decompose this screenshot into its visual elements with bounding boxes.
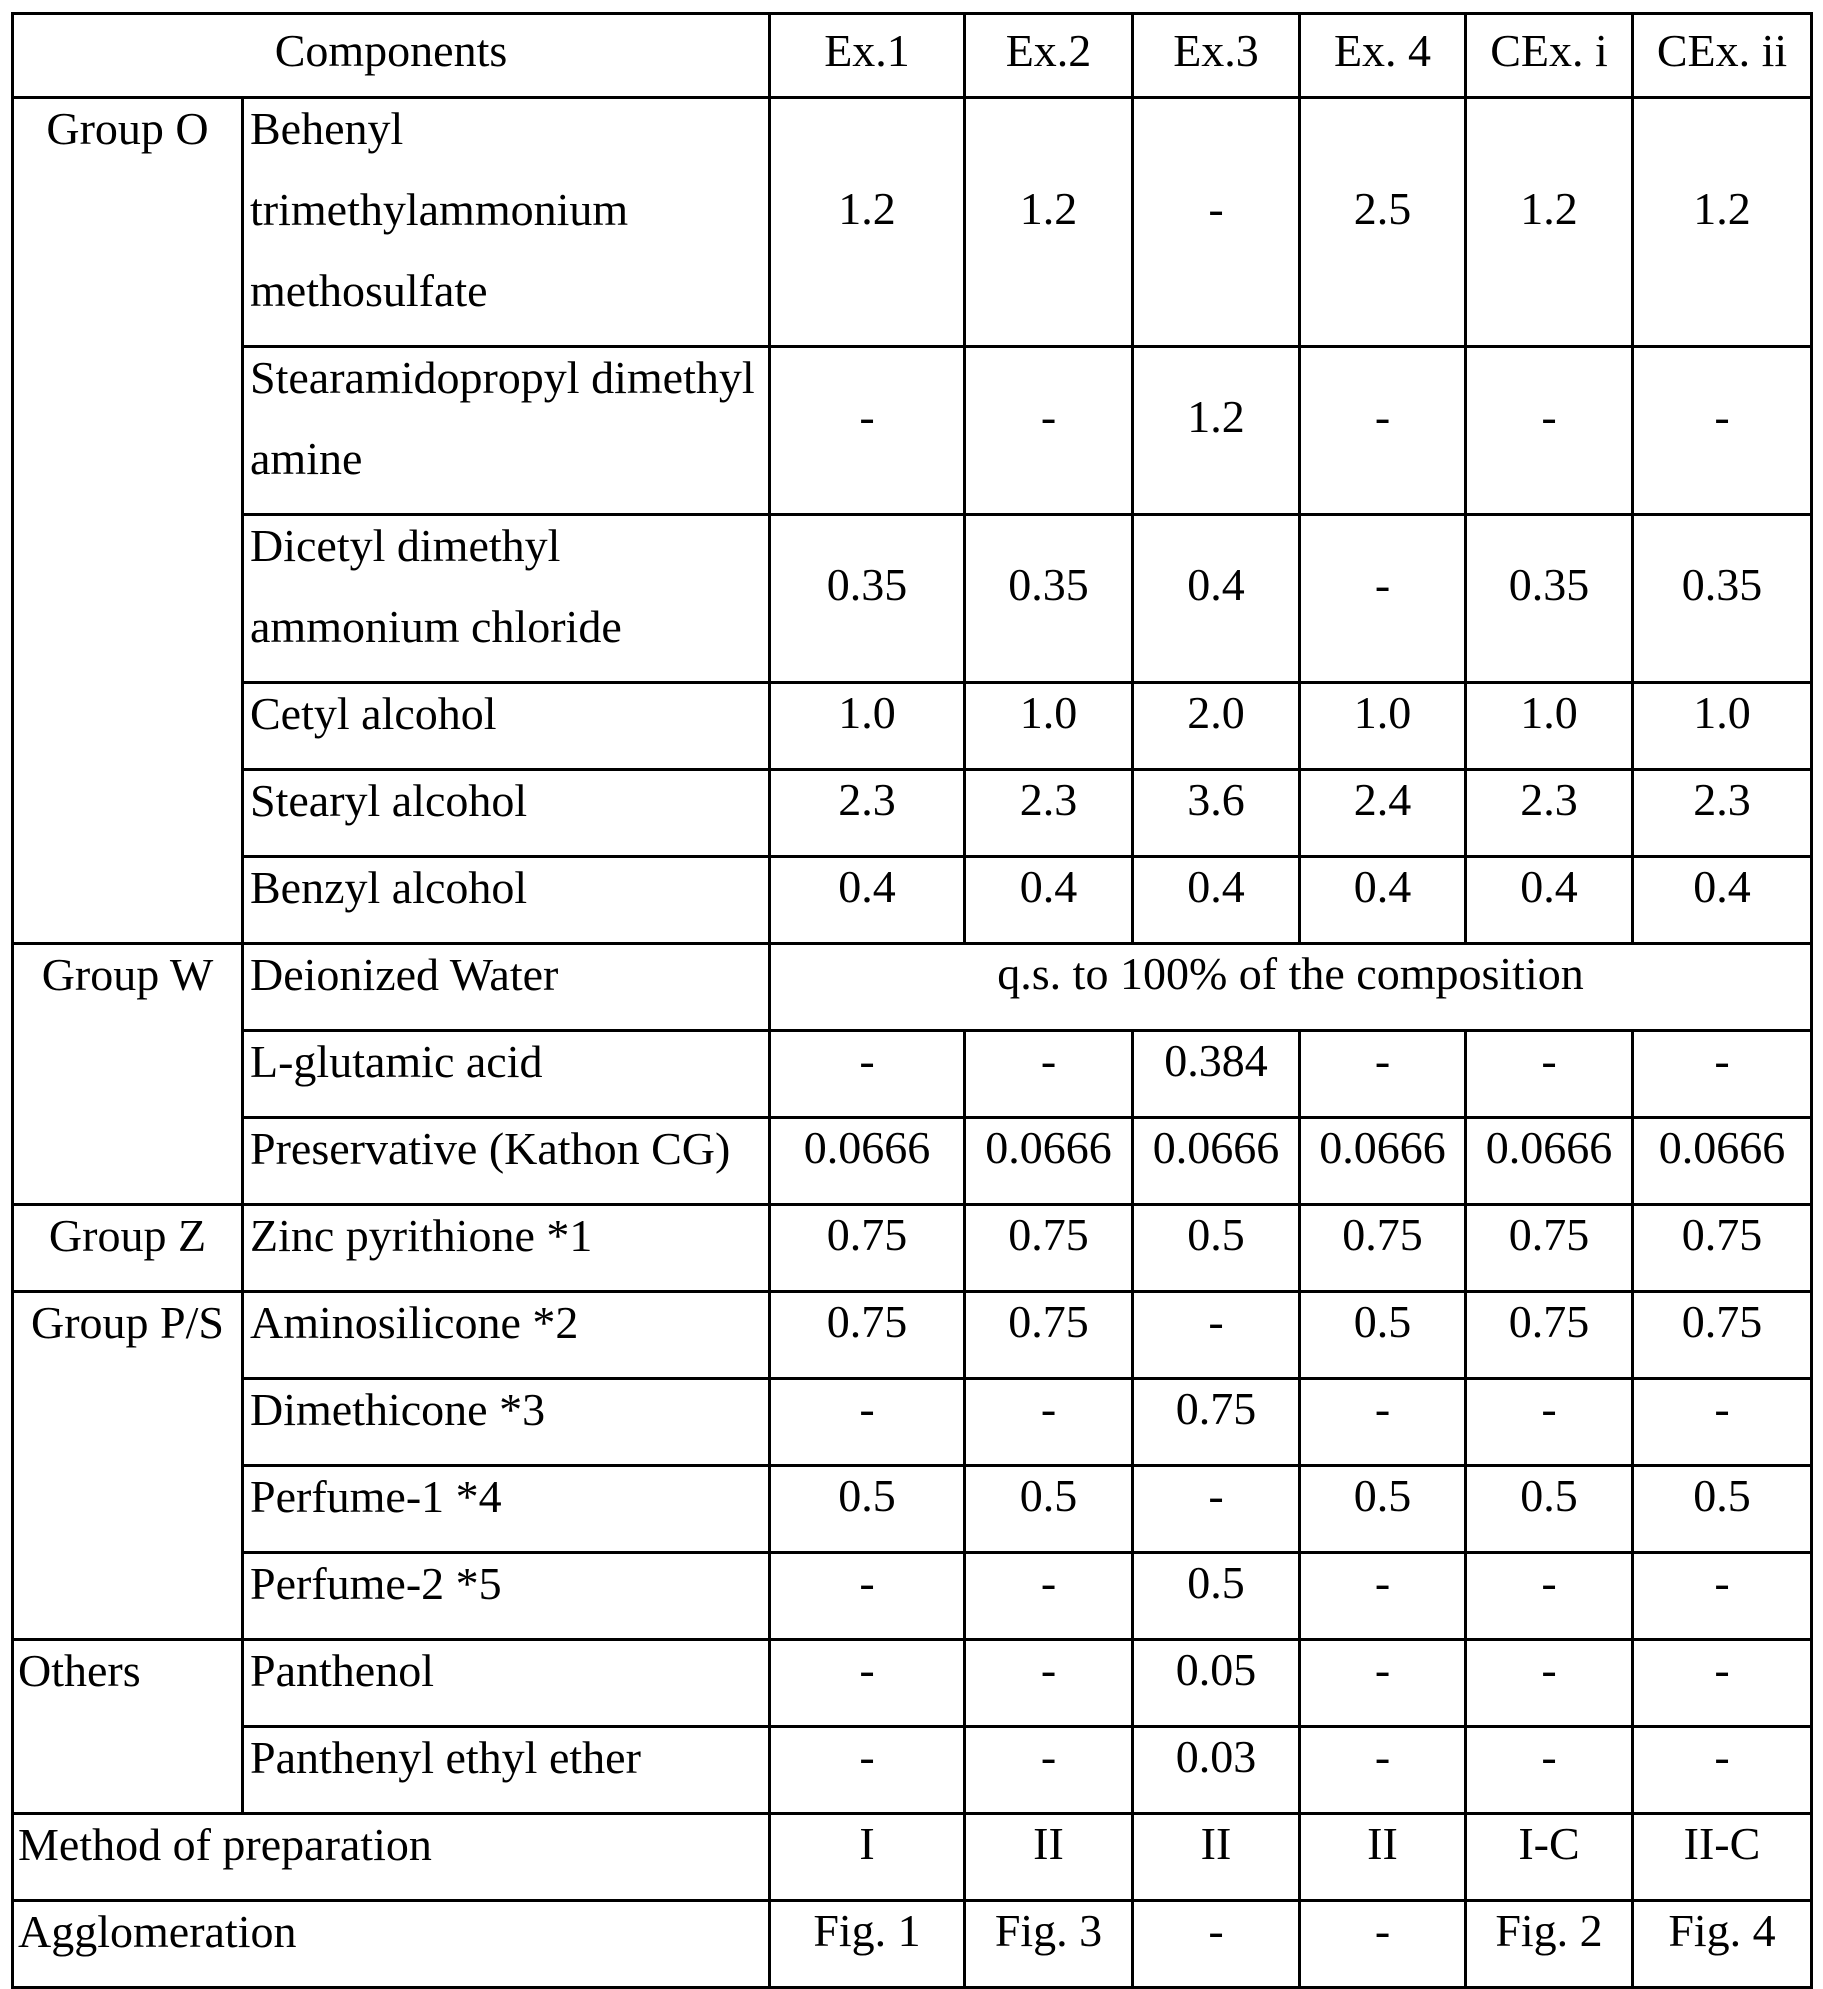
value-cell: 0.35 [1633, 515, 1812, 683]
value-cell: - [1300, 1640, 1466, 1727]
component-label: Stearyl alcohol [243, 770, 770, 857]
table-row [13, 1205, 1812, 1292]
value-cell: - [965, 1379, 1133, 1466]
group-others-label: Others [13, 1640, 243, 1814]
value-cell: - [1300, 1031, 1466, 1118]
value-cell: - [770, 347, 965, 515]
value-cell: - [1633, 347, 1812, 515]
component-label: Zinc pyrithione *1 [243, 1205, 770, 1292]
table-row [13, 515, 1812, 683]
component-label: Panthenyl ethyl ether [243, 1727, 770, 1814]
value-cell: 1.2 [770, 98, 965, 347]
value-cell: - [770, 1379, 965, 1466]
method-row [13, 1814, 1812, 1901]
value-cell: 0.75 [1466, 1292, 1633, 1379]
value-cell: Fig. 4 [1633, 1901, 1812, 1988]
value-cell: - [1300, 1727, 1466, 1814]
table-row [13, 98, 1812, 347]
table-row [13, 770, 1812, 857]
value-cell: 0.03 [1133, 1727, 1300, 1814]
table-row [13, 1640, 1812, 1727]
value-cell: - [965, 347, 1133, 515]
table-row [13, 347, 1812, 515]
value-cell: 0.35 [1466, 515, 1633, 683]
value-cell: 0.75 [1633, 1292, 1812, 1379]
value-cell: 0.5 [1466, 1466, 1633, 1553]
component-label: Deionized Water [243, 944, 770, 1031]
merged-value-cell: q.s. to 100% of the composition [770, 944, 1812, 1031]
value-cell: 0.4 [1466, 857, 1633, 944]
value-cell: 0.75 [965, 1292, 1133, 1379]
value-cell: 2.3 [1633, 770, 1812, 857]
value-cell: 0.5 [1133, 1205, 1300, 1292]
value-cell: 0.4 [965, 857, 1133, 944]
header-ex2: Ex.2 [965, 14, 1133, 98]
value-cell: 0.35 [965, 515, 1133, 683]
table-row [13, 1379, 1812, 1466]
value-cell: 2.3 [965, 770, 1133, 857]
component-label: Behenyl trimethylammonium methosulfate [243, 98, 770, 347]
value-cell: 1.0 [1466, 683, 1633, 770]
header-cex-i: CEx. i [1466, 14, 1633, 98]
value-cell: - [1633, 1031, 1812, 1118]
table-row [13, 944, 1812, 1031]
value-cell: 1.0 [965, 683, 1133, 770]
group-ps-label: Group P/S [13, 1292, 243, 1640]
value-cell: - [1633, 1727, 1812, 1814]
value-cell: 0.4 [1300, 857, 1466, 944]
value-cell: 0.0666 [1133, 1118, 1300, 1205]
value-cell: 0.05 [1133, 1640, 1300, 1727]
value-cell: 0.4 [1133, 857, 1300, 944]
value-cell: 0.5 [1133, 1553, 1300, 1640]
value-cell: - [770, 1031, 965, 1118]
value-cell: 0.0666 [1300, 1118, 1466, 1205]
value-cell: II-C [1633, 1814, 1812, 1901]
value-cell: 2.3 [1466, 770, 1633, 857]
value-cell: II [1300, 1814, 1466, 1901]
value-cell: 0.75 [965, 1205, 1133, 1292]
table-row [13, 857, 1812, 944]
component-label: Perfume-2 *5 [243, 1553, 770, 1640]
value-cell: 1.0 [1633, 683, 1812, 770]
value-cell: 2.0 [1133, 683, 1300, 770]
value-cell: - [770, 1553, 965, 1640]
table-row [13, 1118, 1812, 1205]
header-ex3: Ex.3 [1133, 14, 1300, 98]
component-label: Dicetyl dimethyl ammonium chloride [243, 515, 770, 683]
value-cell: 2.5 [1300, 98, 1466, 347]
value-cell: - [1133, 1466, 1300, 1553]
header-ex1: Ex.1 [770, 14, 965, 98]
component-label: Dimethicone *3 [243, 1379, 770, 1466]
value-cell: - [1466, 1553, 1633, 1640]
value-cell: - [1466, 1727, 1633, 1814]
value-cell: 0.5 [1633, 1466, 1812, 1553]
value-cell: 0.0666 [1633, 1118, 1812, 1205]
value-cell: - [1466, 347, 1633, 515]
value-cell: Fig. 1 [770, 1901, 965, 1988]
component-label: Preservative (Kathon CG) [243, 1118, 770, 1205]
value-cell: - [1300, 1379, 1466, 1466]
agglomeration-label: Agglomeration [13, 1901, 770, 1988]
header-row [13, 14, 1812, 98]
value-cell: - [1300, 1901, 1466, 1988]
table-row [13, 683, 1812, 770]
value-cell: 0.0666 [965, 1118, 1133, 1205]
value-cell: - [770, 1727, 965, 1814]
value-cell: - [1633, 1640, 1812, 1727]
value-cell: - [965, 1031, 1133, 1118]
value-cell: - [1633, 1553, 1812, 1640]
group-w-label: Group W [13, 944, 243, 1205]
value-cell: 2.4 [1300, 770, 1466, 857]
value-cell: 0.75 [770, 1205, 965, 1292]
value-cell: - [770, 1640, 965, 1727]
component-label: Cetyl alcohol [243, 683, 770, 770]
value-cell: 0.5 [965, 1466, 1133, 1553]
table-row [13, 1727, 1812, 1814]
value-cell: Fig. 3 [965, 1901, 1133, 1988]
value-cell: Fig. 2 [1466, 1901, 1633, 1988]
value-cell: - [1466, 1640, 1633, 1727]
value-cell: - [1133, 98, 1300, 347]
component-label: Perfume-1 *4 [243, 1466, 770, 1553]
group-z-label: Group Z [13, 1205, 243, 1292]
group-o-label: Group O [13, 98, 243, 944]
value-cell: 0.5 [1300, 1292, 1466, 1379]
value-cell: 0.75 [1133, 1379, 1300, 1466]
value-cell: - [1300, 515, 1466, 683]
value-cell: 1.2 [1466, 98, 1633, 347]
value-cell: - [1633, 1379, 1812, 1466]
value-cell: 0.0666 [770, 1118, 965, 1205]
component-label: L-glutamic acid [243, 1031, 770, 1118]
value-cell: 0.4 [1633, 857, 1812, 944]
header-cex-ii: CEx. ii [1633, 14, 1812, 98]
value-cell: - [1133, 1292, 1300, 1379]
value-cell: 1.2 [1133, 347, 1300, 515]
value-cell: I-C [1466, 1814, 1633, 1901]
value-cell: - [965, 1553, 1133, 1640]
header-ex4: Ex. 4 [1300, 14, 1466, 98]
value-cell: 3.6 [1133, 770, 1300, 857]
value-cell: 1.0 [770, 683, 965, 770]
value-cell: II [965, 1814, 1133, 1901]
table-row [13, 1466, 1812, 1553]
composition-table [11, 12, 1813, 1989]
component-label: Stearamidopropyl dimethyl amine [243, 347, 770, 515]
value-cell: 0.5 [770, 1466, 965, 1553]
value-cell: 0.4 [770, 857, 965, 944]
value-cell: 0.384 [1133, 1031, 1300, 1118]
value-cell: 0.75 [1633, 1205, 1812, 1292]
value-cell: II [1133, 1814, 1300, 1901]
value-cell: I [770, 1814, 965, 1901]
component-label: Benzyl alcohol [243, 857, 770, 944]
value-cell: 1.2 [965, 98, 1133, 347]
value-cell: - [1466, 1379, 1633, 1466]
value-cell: - [1466, 1031, 1633, 1118]
value-cell: 0.5 [1300, 1466, 1466, 1553]
value-cell: 2.3 [770, 770, 965, 857]
value-cell: 0.75 [1300, 1205, 1466, 1292]
value-cell: 0.35 [770, 515, 965, 683]
value-cell: 0.75 [1466, 1205, 1633, 1292]
value-cell: 1.2 [1633, 98, 1812, 347]
method-label: Method of preparation [13, 1814, 770, 1901]
value-cell: 0.75 [770, 1292, 965, 1379]
component-label: Aminosilicone *2 [243, 1292, 770, 1379]
value-cell: - [1300, 1553, 1466, 1640]
agglomeration-row [13, 1901, 1812, 1988]
value-cell: - [965, 1727, 1133, 1814]
value-cell: - [1133, 1901, 1300, 1988]
component-label: Panthenol [243, 1640, 770, 1727]
value-cell: 0.0666 [1466, 1118, 1633, 1205]
table-row [13, 1031, 1812, 1118]
header-components: Components [13, 14, 770, 98]
value-cell: - [1300, 347, 1466, 515]
value-cell: 1.0 [1300, 683, 1466, 770]
table-row [13, 1292, 1812, 1379]
table-row [13, 1553, 1812, 1640]
value-cell: - [965, 1640, 1133, 1727]
value-cell: 0.4 [1133, 515, 1300, 683]
